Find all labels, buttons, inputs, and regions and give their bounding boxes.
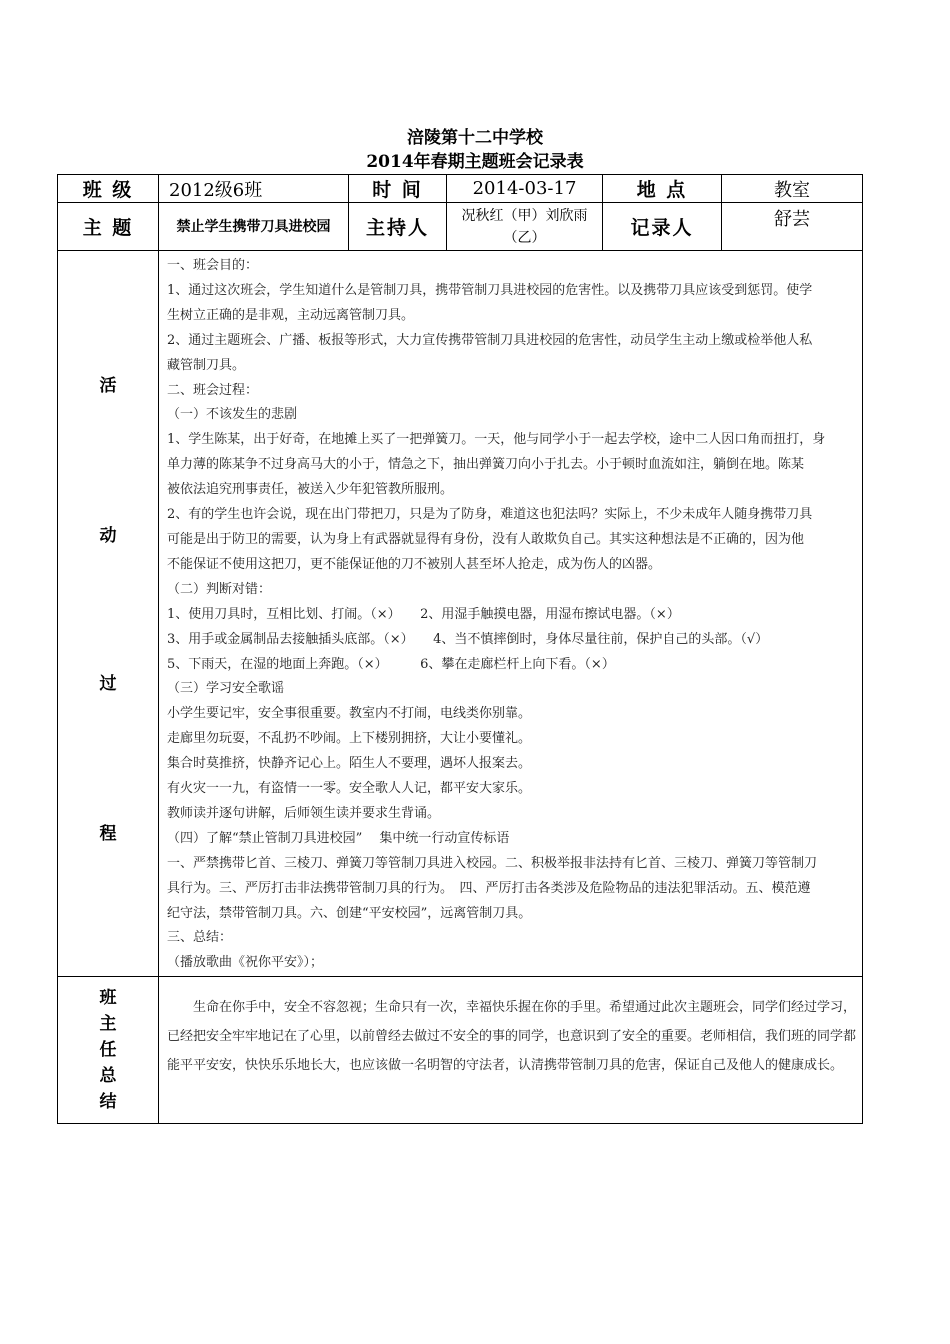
content-line: 单力薄的陈某争不过身高马大的小于，情急之下，抽出弹簧刀向小于扎去。小于顿时血流如注，躺倒在地。陈某 xyxy=(167,457,805,473)
content-line: 集合时莫推挤，快静齐记心上。陌生人不要理，遇坏人报案去。 xyxy=(167,756,532,772)
school-name: 涪陵第十二中学校 xyxy=(407,128,543,148)
content-line: 藏管制刀具。 xyxy=(167,357,246,373)
summary-side-char: 班 xyxy=(99,988,117,1009)
content-line: 1、学生陈某，出于好奇，在地摊上买了一把弹簧刀。一天，他与同学小于一起去学校，途中二人因口角而扭打，身 xyxy=(167,432,826,448)
summary-side-char: 结 xyxy=(99,1092,117,1113)
content-line: 生树立正确的是非观，主动远离管制刀具。 xyxy=(167,307,415,323)
host-value: 况秋红（甲）刘欣雨（乙） xyxy=(447,203,603,251)
content-line: 有火灾一一九，有盗情一一零。安全歌人人记，都平安大家乐。 xyxy=(167,781,532,797)
content-line: 1、通过这次班会，学生知道什么是管制刀具，携带管制刀具进校园的危害性。以及携带刀具应该受到惩罚。使学 xyxy=(167,282,813,298)
header-row-2 xyxy=(58,203,863,251)
content-line: 一、严禁携带匕首、三棱刀、弹簧刀等管制刀具进入校园。二、积极举报非法持有匕首、三棱刀、弹簧刀等管制刀 xyxy=(167,855,818,871)
content-line: 走廊里勿玩耍，不乱扔不吵闹。上下楼别拥挤，大让小要懂礼。 xyxy=(167,731,532,747)
summary-side-char: 总 xyxy=(99,1066,117,1087)
content-line: （四）了解“禁止管制刀具进校园” 集中统一行动宣传标语 xyxy=(167,830,510,846)
record-table xyxy=(57,174,863,1124)
summary-content: 生命在你手中，安全不容忽视；生命只有一次，幸福快乐握在你的手里。希望通过此次主题班会，同学们经过学习，已经把安全牢牢地记在了心里，以前曾经去做过不安全的事的同学，也意识到了安全的重要。老师相信，我们班的同学都能平平安安，快快乐乐地长大，也应该做一名明智的守法者，认清携带管制刀具的危害，保证自己及他人的健康成长。 xyxy=(159,977,863,1124)
recorder-label: 记录人 xyxy=(603,203,722,251)
content-line: （二）判断对错： xyxy=(167,581,272,597)
activity-side-label xyxy=(58,251,159,977)
class-value: 2012级6班 xyxy=(159,175,349,203)
topic-label: 主 题 xyxy=(58,203,159,251)
form-title: 2014年春期主题班会记录表 xyxy=(366,152,584,172)
content-line: 被依法追究刑事责任，被送入少年犯管教所服刑。 xyxy=(167,482,454,498)
class-label: 班 级 xyxy=(58,175,159,203)
content-line: 5、下雨天，在湿的地面上奔跑。（×） 6、攀在走廊栏杆上向下看。（×） xyxy=(167,656,615,672)
content-line: （三）学习安全歌谣 xyxy=(167,681,285,697)
content-line: 教师读并逐句讲解，后师领生读并要求生背诵。 xyxy=(167,805,441,821)
content-line: 一、班会目的： xyxy=(167,258,259,273)
content-line: 不能保证不使用这把刀，更不能保证他的刀不被别人甚至坏人抢走，成为伤人的凶器。 xyxy=(167,556,662,572)
summary-side-char: 主 xyxy=(99,1014,117,1035)
time-label: 时 间 xyxy=(349,175,447,203)
content-line: 具行为。三、严厉打击非法携带管制刀具的行为。 四、严厉打击各类涉及危险物品的违法犯罪活动。五、模范遵 xyxy=(167,880,811,896)
content-line: 三、总结： xyxy=(167,930,233,946)
header-row-1 xyxy=(58,175,863,203)
content-line: 1、使用刀具时，互相比划、打闹。（×） 2、用湿手触摸电器，用湿布擦试电器。（×） xyxy=(167,606,680,622)
activity-side-char: 过 xyxy=(99,674,117,694)
content-line: 可能是出于防卫的需要，认为身上有武器就显得有身份，没有人敢欺负自己。其实这种想法是不正确的，因为他 xyxy=(167,531,805,547)
activity-side-char: 程 xyxy=(99,824,117,844)
activity-side-char: 动 xyxy=(99,526,117,546)
summary-side-char: 任 xyxy=(99,1040,117,1061)
summary-side-label xyxy=(58,977,159,1124)
content-line: 2、有的学生也许会说，现在出门带把刀，只是为了防身，难道这也犯法吗？实际上，不少未成年人随身携带刀具 xyxy=(167,507,813,523)
time-value: 2014-03-17 xyxy=(447,175,603,203)
topic-value: 禁止学生携带刀具进校园 xyxy=(159,203,349,251)
content-line: 3、用手或金属制品去接触插头底部。（×） 4、当不慎摔倒时，身体尽量往前，保护自己的头部。（√） xyxy=(167,631,769,647)
recorder-value: 舒芸 xyxy=(722,203,863,251)
content-line: （播放歌曲《祝你平安》）； xyxy=(167,955,324,971)
activity-content xyxy=(159,251,863,977)
place-label: 地 点 xyxy=(603,175,722,203)
content-line: 小学生要记牢，安全事很重要。教室内不打闹，电线类你别靠。 xyxy=(167,706,532,722)
content-line: 纪守法，禁带管制刀具。六、创建“平安校园”，远离管制刀具。 xyxy=(167,905,532,921)
content-line: （一）不该发生的悲剧 xyxy=(167,407,298,423)
activity-side-char: 活 xyxy=(99,376,117,396)
place-value: 教室 xyxy=(722,175,863,203)
summary-row xyxy=(58,977,863,1124)
host-label: 主持人 xyxy=(349,203,447,251)
activity-row xyxy=(58,251,863,977)
content-line: 2、通过主题班会、广播、板报等形式，大力宣传携带管制刀具进校园的危害性，动员学生主动上缴或检举他人私 xyxy=(167,332,813,348)
content-line: 二、班会过程： xyxy=(167,382,259,398)
